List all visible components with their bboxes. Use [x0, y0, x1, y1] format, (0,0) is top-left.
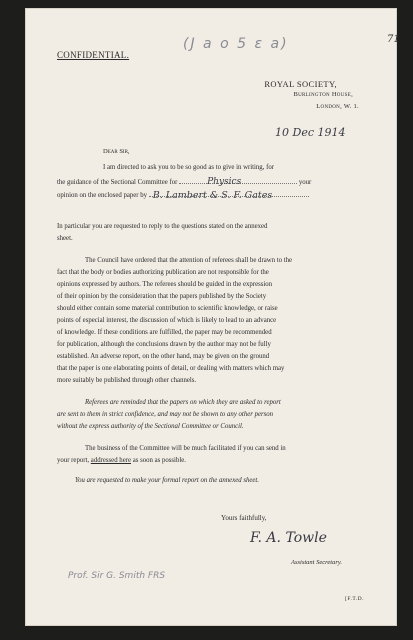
para3-line: established. An adverse report, on the other hand, may be given on the ground	[57, 353, 270, 360]
para4-line: are sent to them in strict confidence, and may not be shown to any other person	[57, 411, 274, 418]
para1-line2	[57, 177, 312, 187]
authors-handwritten: B. Lambert & S. F. Gates	[152, 190, 273, 201]
para4-line: Referees are reminded that the papers on which they are asked to report	[85, 399, 281, 406]
para2-line1: In particular you are requested to reply to the questions stated on the annexed	[57, 223, 268, 230]
authors-blank	[149, 190, 309, 201]
para3-line: of knowledge. If these conditions are fulfilled, the paper may be recommended	[57, 329, 272, 336]
para1-line3	[57, 190, 309, 201]
salutation: Dear Sir,	[103, 148, 130, 155]
signature: F. A. Towle	[250, 530, 327, 546]
para5-line2-post: as soon as possible.	[132, 457, 186, 464]
para3-line: of their opinion by the consideration that the papers published by the Society	[57, 293, 267, 300]
handwritten-date: 10 Dec 1914	[275, 126, 346, 139]
signer-title: Assistant Secretary.	[291, 559, 343, 566]
para3-line: fact that the body or bodies authorizing publication are not responsible for the	[57, 269, 269, 276]
addressed-here-underlined: addressed here	[90, 457, 131, 464]
para3-line: that the paper is one elaborating points of detail, or dealing with matters which may	[57, 365, 285, 372]
para3-line: more suitably be published through other channels.	[57, 377, 197, 384]
closing: Yours faithfully,	[221, 514, 267, 522]
letter-page	[25, 8, 400, 626]
para1-line1: I am directed to ask you to be so good as to give in writing, for	[103, 164, 275, 171]
address-line-2: London, W. 1.	[316, 103, 359, 110]
formal-report-note: You are requested to make your formal report on the annexed sheet.	[75, 477, 259, 484]
para3-line: opinions expressed by authors. The referees should be guided in the expression	[57, 281, 273, 288]
committee-handwritten: Physics	[207, 177, 242, 187]
address-line-1: Burlington House,	[293, 91, 353, 98]
committee-blank	[179, 177, 297, 187]
para1-line2-post: your	[298, 179, 312, 186]
printer-initials: [F.T.D.	[345, 596, 364, 602]
confidential-heading: CONFIDENTIAL.	[57, 50, 130, 60]
para2-line2: sheet.	[57, 235, 73, 242]
para5-line1: The business of the Committee will be much facilitated if you can send in	[85, 445, 286, 452]
para5-line2-pre: your report,	[57, 457, 90, 464]
para5-line2	[57, 458, 186, 465]
organization-name: ROYAL SOCIETY,	[264, 79, 337, 89]
para3-line: should either contain some material contribution to scientific knowledge, or raise	[57, 305, 278, 312]
page-number: 71	[387, 34, 400, 45]
marginal-pencil-note: Prof. Sir G. Smith FRS	[68, 571, 166, 581]
para3-line: The Council have ordered that the attention of referees shall be drawn to the	[85, 257, 293, 264]
para1-line2-pre: the guidance of the Sectional Committee for	[57, 179, 178, 186]
para3-line: for publication, although the conclusions drawn by the author may not be fully	[57, 341, 271, 348]
para3-line: points of especial interest, the discussion of which is likely to lead to an advance	[57, 317, 277, 324]
para1-line3-pre: opinion on the enclosed paper by	[57, 192, 148, 199]
pencil-reference-note: (J a o 5 ɛ a)	[183, 36, 289, 52]
para4-line: without the express authority of the Sectional Committee or Council.	[57, 423, 244, 430]
